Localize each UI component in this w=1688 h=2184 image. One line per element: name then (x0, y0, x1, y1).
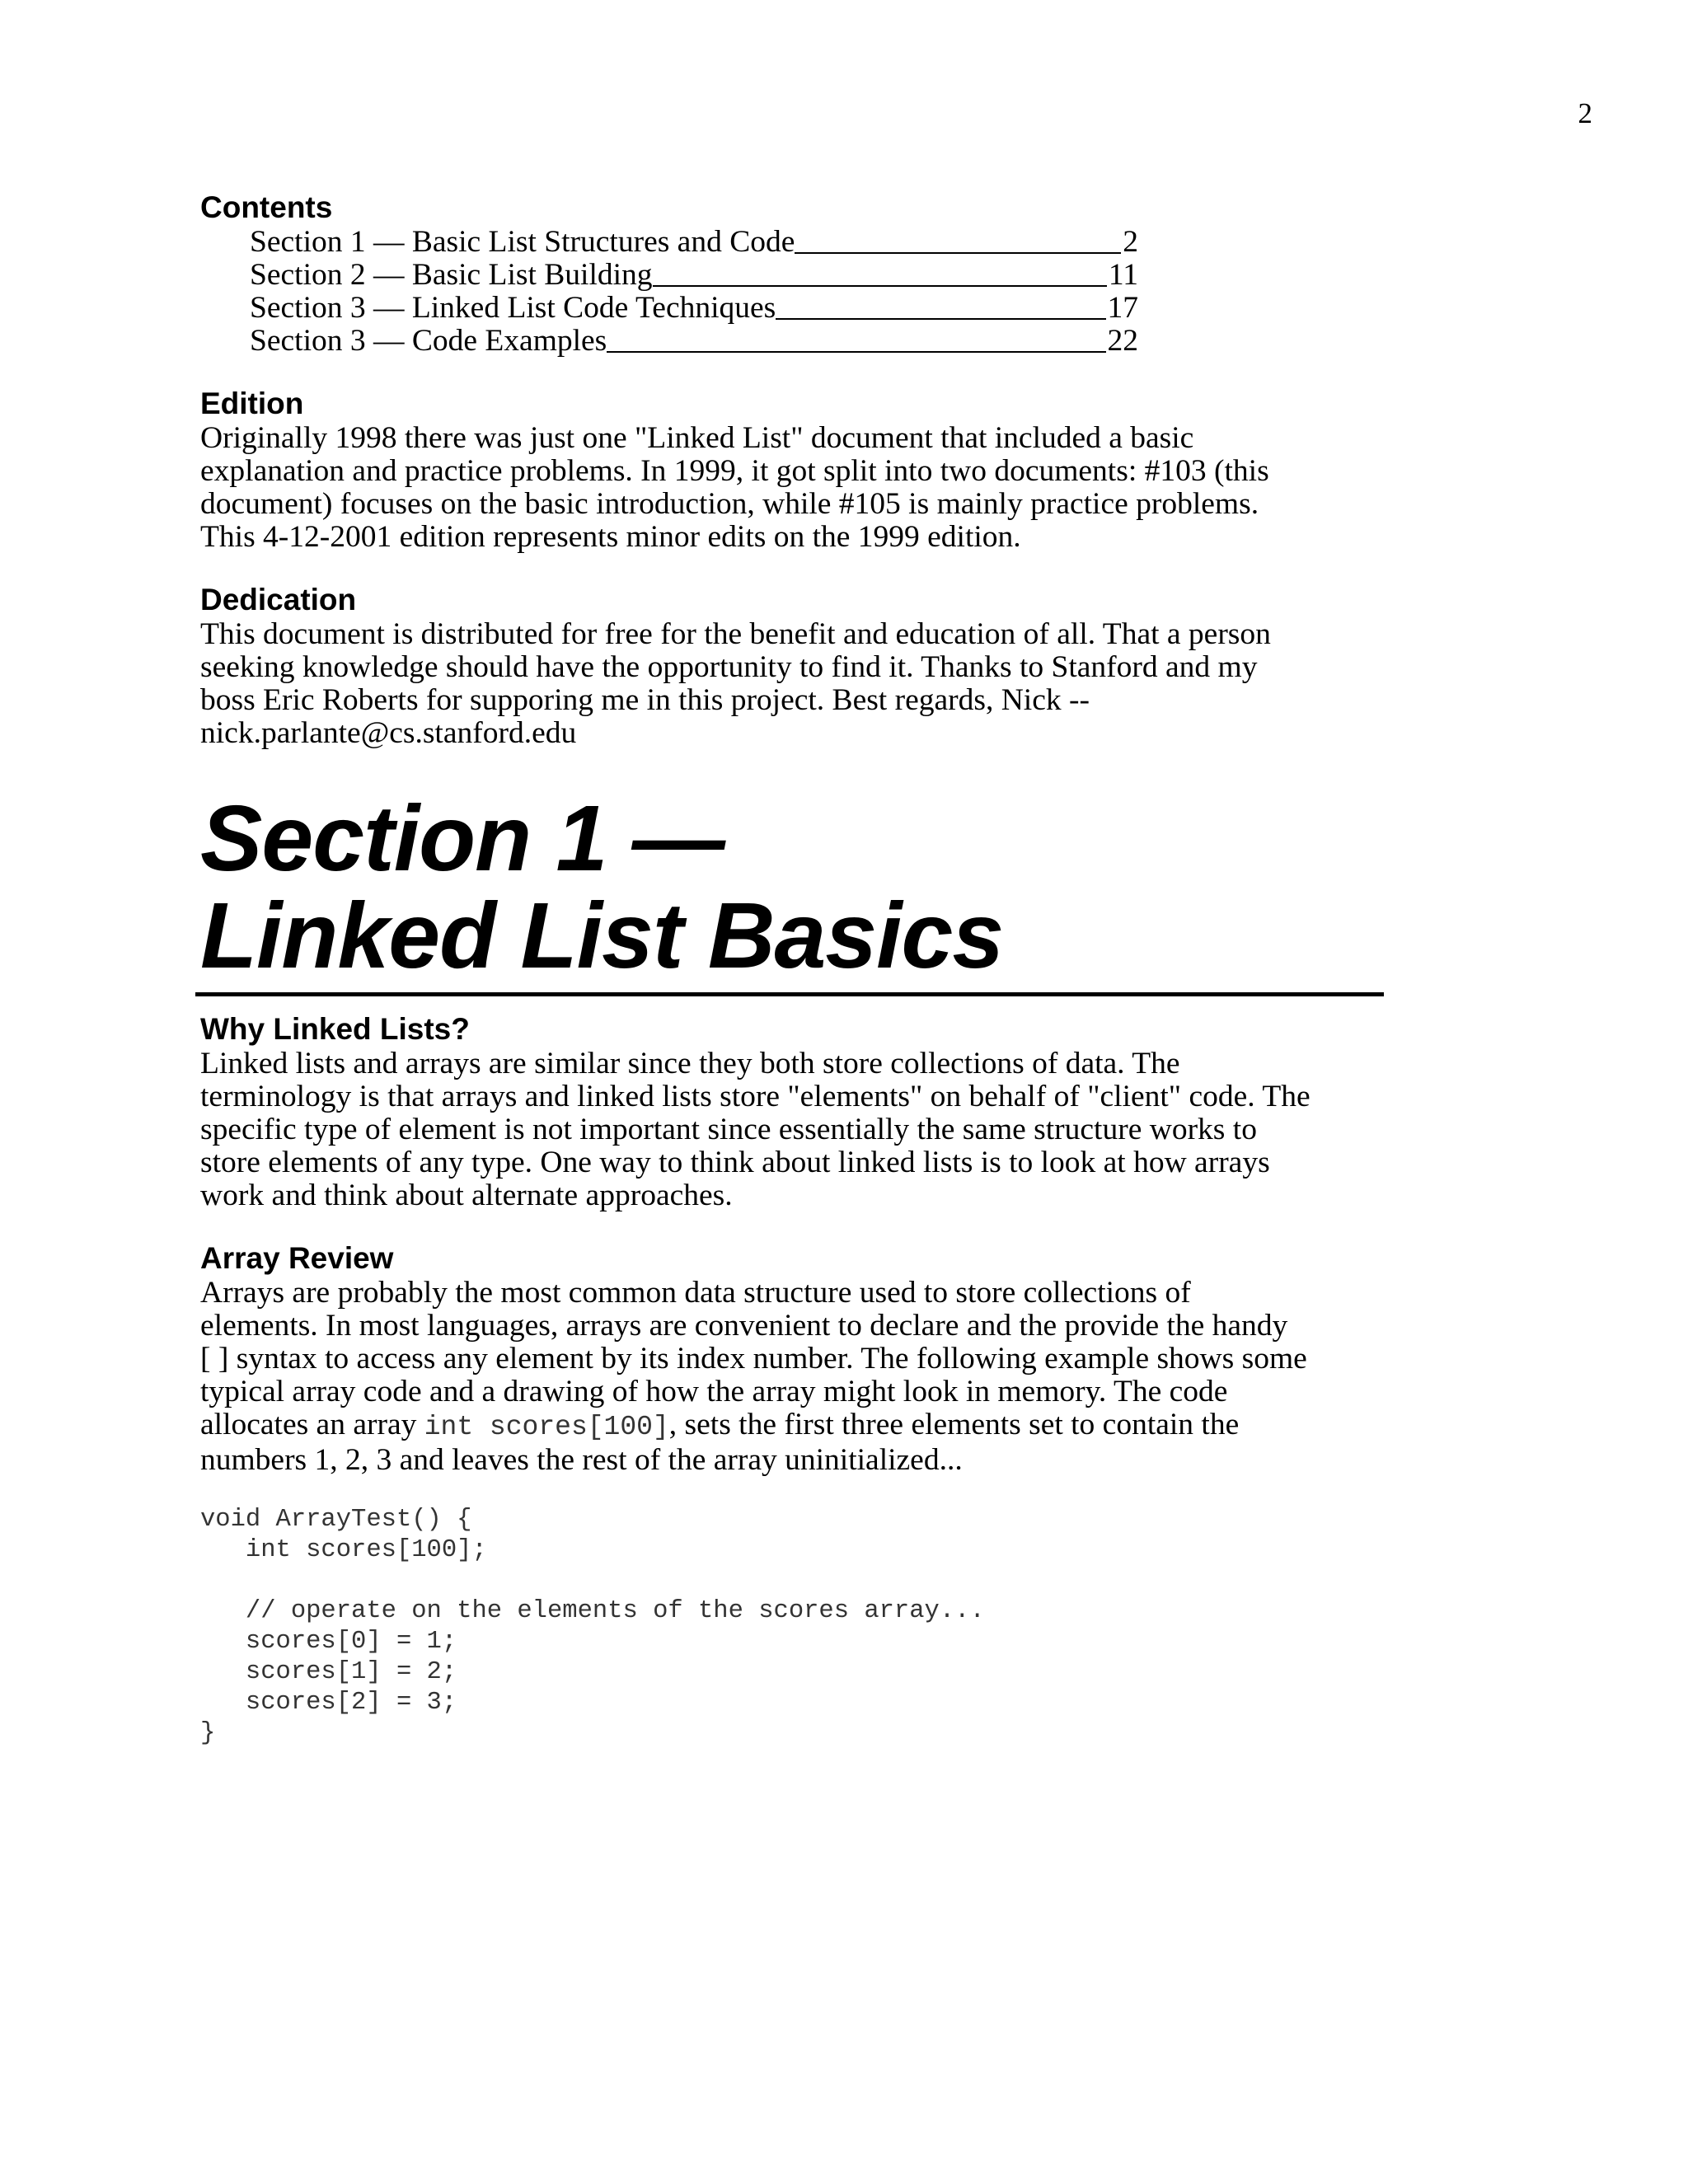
text-line: [ ] syntax to access any element by its index number. The following example shows some (200, 1342, 1307, 1376)
text-line (200, 1408, 1395, 1444)
toc-leader-line (795, 226, 1121, 254)
text-line: Originally 1998 there was just one "Linked List" document that included a basic (200, 421, 1194, 455)
edition-paragraph (200, 422, 1395, 554)
why-linked-lists-heading: Why Linked Lists? (200, 1012, 470, 1046)
edition-section (200, 386, 1395, 554)
toc-leader-line (776, 292, 1105, 320)
text-fragment: , sets the first three elements set to contain the (668, 1408, 1240, 1441)
toc-entry-title: Section 2 — Basic List Building (250, 258, 653, 292)
code-line: // operate on the elements of the scores array... (200, 1597, 985, 1625)
dedication-heading: Dedication (200, 583, 357, 616)
code-line: scores[2] = 3; (200, 1689, 457, 1717)
code-line: scores[0] = 1; (200, 1628, 457, 1656)
contents-heading: Contents (200, 190, 333, 224)
text-line: store elements of any type. One way to think about linked lists is to look at how arrays (200, 1146, 1270, 1179)
dedication-section (200, 582, 1395, 750)
dedication-paragraph (200, 618, 1395, 750)
table-of-contents (200, 226, 1395, 358)
toc-entry[interactable] (250, 226, 1138, 259)
text-line: work and think about alternate approaches. (200, 1179, 733, 1212)
text-line: boss Eric Roberts for supporing me in this project. Best regards, Nick -- (200, 683, 1090, 717)
document-body (200, 190, 1395, 1749)
toc-entry[interactable] (250, 292, 1138, 325)
toc-leader-line (607, 325, 1105, 353)
toc-entry-title: Section 3 — Linked List Code Techniques (250, 291, 776, 325)
inline-code: int scores[100] (424, 1412, 669, 1442)
why-linked-lists-section (200, 1011, 1395, 1212)
why-linked-lists-paragraph (200, 1047, 1395, 1212)
edition-heading: Edition (200, 387, 304, 420)
section-title (200, 786, 1395, 987)
text-line: This document is distributed for free for the benefit and education of all. That a person (200, 617, 1271, 651)
code-line (200, 1566, 1395, 1596)
text-line: terminology is that arrays and linked lists store "elements" on behalf of "client" code. The (200, 1080, 1311, 1113)
text-line: This 4-12-2001 edition represents minor edits on the 1999 edition. (200, 520, 1021, 554)
code-line: } (200, 1719, 216, 1747)
text-line: specific type of element is not important since essentially the same structure works to (200, 1113, 1257, 1146)
email-link[interactable]: nick.parlante@cs.stanford.edu (200, 716, 577, 750)
array-review-section (200, 1240, 1395, 1477)
code-line: int scores[100]; (200, 1536, 487, 1564)
toc-leader-line (653, 259, 1107, 287)
section-title-line: Section 1 — (200, 786, 724, 890)
toc-entry-title: Section 1 — Basic List Structures and Code (250, 225, 795, 259)
code-line: void ArrayTest() { (200, 1506, 472, 1534)
toc-entry-page: 11 (1108, 258, 1138, 292)
title-divider (195, 992, 1384, 996)
page-number: 2 (1578, 97, 1592, 129)
text-fragment: allocates an array (200, 1408, 424, 1441)
text-line: seeking knowledge should have the opportunity to find it. Thanks to Stanford and my (200, 650, 1258, 684)
text-line: Arrays are probably the most common data structure used to store collections of (200, 1276, 1191, 1310)
text-line: elements. In most languages, arrays are convenient to declare and the provide the handy (200, 1309, 1288, 1343)
toc-entry-page: 2 (1123, 225, 1138, 259)
section-title-line: Linked List Basics (200, 883, 1004, 987)
code-line: scores[1] = 2; (200, 1658, 457, 1686)
array-review-paragraph (200, 1277, 1395, 1477)
toc-entry-title: Section 3 — Code Examples (250, 324, 607, 358)
toc-entry[interactable] (250, 325, 1138, 358)
toc-entry-page: 17 (1107, 291, 1138, 325)
text-line: numbers 1, 2, 3 and leaves the rest of the array uninitialized... (200, 1443, 963, 1477)
contents-section (200, 190, 1395, 358)
toc-entry-page: 22 (1107, 324, 1138, 358)
code-block (200, 1505, 1395, 1749)
text-line: document) focuses on the basic introduction, while #105 is mainly practice problems. (200, 487, 1259, 521)
array-review-heading: Array Review (200, 1241, 394, 1275)
text-line: Linked lists and arrays are similar since they both store collections of data. The (200, 1047, 1180, 1080)
text-line: explanation and practice problems. In 1999, it got split into two documents: #103 (this (200, 454, 1269, 488)
toc-entry[interactable] (250, 259, 1138, 292)
text-line: typical array code and a drawing of how the array might look in memory. The code (200, 1375, 1228, 1408)
